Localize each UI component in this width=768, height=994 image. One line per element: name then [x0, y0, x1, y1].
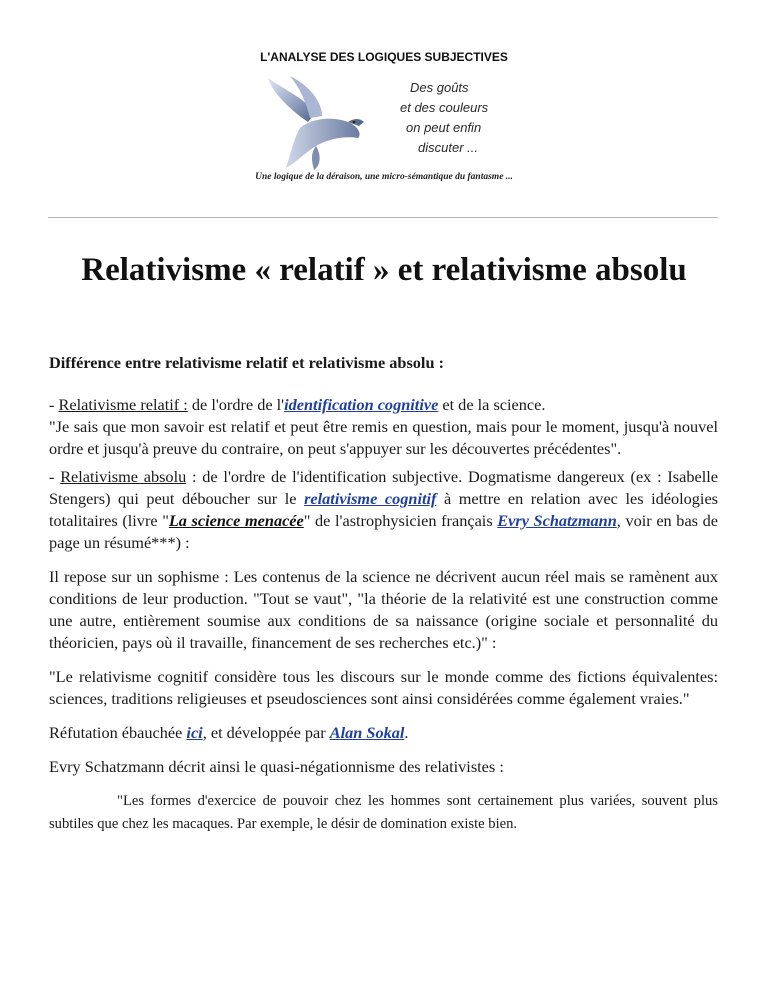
link-identification-cognitive[interactable]: identification cognitive — [284, 395, 439, 414]
text: " de l'astrophysicien français — [303, 511, 498, 530]
text: et de la science. — [438, 395, 546, 414]
link-ici[interactable]: ici — [186, 723, 203, 742]
tagline-line: Des goûts — [410, 80, 469, 95]
text: , voir en bas de page un résumé***) : — [49, 511, 718, 552]
paragraph-sophisme: Il repose sur un sophisme : Les contenus de la science ne décrivent aucun réel mais se ramènent aux conditions de leur production. "Tout se vaut", "la théorie de la relativité est une construction comme une autre, entièrement soumise aux conditions de sa naissance (origine sociale et personnalité du théoricien, pays où il travaille, financement de ses recherches etc.)" : — [49, 567, 718, 652]
tagline-line: on peut enfin — [406, 120, 482, 135]
text: de l'ordre de l' — [187, 395, 285, 414]
paragraph-absolu — [49, 466, 718, 554]
dove-logo-icon — [250, 72, 380, 172]
tagline-line: discuter ... — [418, 140, 478, 155]
link-evry-schatzmann[interactable]: Evry Schatzmann — [497, 511, 617, 530]
text: . — [404, 723, 409, 742]
dash: - — [49, 467, 61, 486]
tagline-line: et des couleurs — [400, 100, 489, 115]
text: , et développée par — [202, 723, 330, 742]
text: Réfutation ébauchée — [49, 723, 187, 742]
page-title: Relativisme « relatif » et relativisme absolu — [81, 252, 687, 288]
link-alan-sokal[interactable]: Alan Sokal — [329, 723, 405, 742]
divider — [48, 217, 718, 218]
site-title: L'ANALYSE DES LOGIQUES SUBJECTIVES — [260, 50, 508, 64]
text: : de l'ordre de l'identification subjective. Dogmatisme dangereux (ex : Isabelle Stengers) qui peut déboucher sur le — [49, 467, 718, 508]
text: à mettre en relation avec les idéologies totalitaires (livre " — [49, 489, 719, 530]
paragraph-schatzmann: Evry Schatzmann décrit ainsi le quasi-négationnisme des relativistes : — [49, 757, 504, 776]
link-la-science-menacee[interactable]: La science menacée — [168, 511, 304, 530]
paragraph-refutation — [49, 722, 718, 744]
section-heading: Différence entre relativisme relatif et relativisme absolu : — [49, 353, 444, 372]
article-body — [49, 352, 718, 848]
link-relativisme-cognitif[interactable]: relativisme cognitif — [304, 489, 437, 508]
dash: - — [49, 395, 59, 414]
tagline — [398, 78, 488, 158]
quote-schatzmann — [49, 790, 718, 836]
term-absolu: Relativisme absolu — [60, 467, 187, 486]
paragraph-relatif — [49, 394, 718, 460]
term-relatif: Relativisme relatif : — [58, 395, 188, 414]
paragraph-relativisme-cognitif: "Le relativisme cognitif considère tous les discours sur le monde comme des fictions équivalentes: sciences, traditions religieuses et pseudosciences sont ainsi considérées comme également vraies." — [49, 667, 718, 708]
quote-relatif: "Je sais que mon savoir est relatif et peut être remis en question, mais pour le moment, jusqu'à nouvel ordre et jusqu'à preuve du contraire, on peut s'appuyer sur les découvertes précédentes". — [49, 417, 718, 458]
quote-text: "Les formes d'exercice de pouvoir chez les hommes sont certainement plus variées, souvent plus subtiles que chez les macaques. Par exemple, le désir de domination existe bien. — [49, 793, 718, 832]
site-subtitle: Une logique de la déraison, une micro-sémantique du fantasme ... — [255, 172, 513, 182]
